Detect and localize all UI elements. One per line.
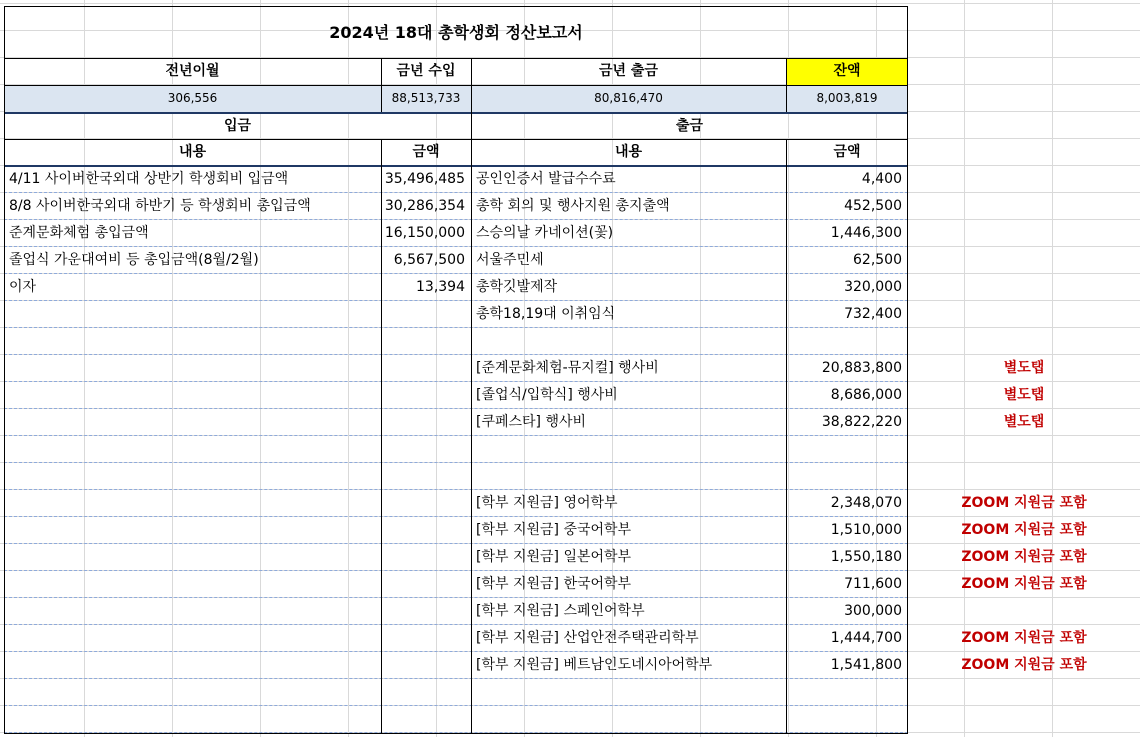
col-income-amount[interactable]: 금액 [412,144,440,160]
expense-amount-cell[interactable]: 1,444,700 [830,630,902,646]
expense-amount-cell[interactable]: 4,400 [861,171,902,187]
border-line [4,624,908,625]
border-line [786,139,787,733]
income-amount-cell[interactable]: 35,496,485 [384,171,465,187]
expense-amount-cell[interactable]: 1,446,300 [830,225,902,241]
border-line [4,597,908,598]
report-title[interactable]: 2024년 18대 총학생회 정산보고서 [4,6,908,58]
border-line [4,273,908,274]
expense-note-cell[interactable]: 별도탭 [1003,360,1045,376]
income-desc-cell[interactable]: 4/11 사이버한국외대 상반기 학생회비 입금액 [9,171,289,187]
expense-note-cell[interactable]: ZOOM 지원금 포함 [961,630,1087,646]
value-prev-carryover[interactable]: 306,556 [4,86,381,112]
border-line [4,354,908,355]
expense-note-cell[interactable]: ZOOM 지원금 포함 [961,495,1087,511]
income-desc-cell[interactable]: 준계문화체험 총입금액 [9,225,149,241]
expense-desc-cell[interactable]: [학부 지원금] 한국어학부 [476,576,632,592]
expense-amount-cell[interactable] [786,463,908,490]
income-amount-cell[interactable]: 16,150,000 [384,225,465,241]
expense-amount-cell[interactable]: 38,822,220 [821,414,902,430]
income-amount-cell[interactable]: 30,286,354 [384,198,465,214]
border-line [4,408,908,409]
expense-amount-cell[interactable]: 300,000 [844,603,902,619]
border-line [4,651,908,652]
value-balance[interactable]: 8,003,819 [786,86,908,112]
expense-amount-cell[interactable] [786,436,908,463]
expense-amount-cell[interactable]: 452,500 [844,198,902,214]
border-line [4,543,908,544]
border-line [4,112,908,114]
value-year-income[interactable]: 88,513,733 [381,86,471,112]
expense-desc-cell[interactable] [471,463,786,490]
border-line [471,58,472,733]
border-line [4,489,908,490]
border-line [4,165,908,167]
border-line [4,733,908,734]
expense-desc-cell[interactable]: [학부 지원금] 산업안전주택관리학부 [476,630,699,646]
expense-desc-cell[interactable]: [학부 지원금] 베트남인도네시아어학부 [476,657,713,673]
expense-amount-cell[interactable]: 711,600 [844,576,902,592]
income-amount-cell[interactable]: 6,567,500 [393,252,465,268]
expense-note-cell[interactable]: ZOOM 지원금 포함 [961,657,1087,673]
header-year-income[interactable]: 금년 수입 [396,63,456,79]
expense-amount-cell[interactable]: 1,510,000 [830,522,902,538]
border-line [907,6,908,733]
header-year-expense[interactable]: 금년 출금 [599,63,658,79]
col-income-desc[interactable]: 내용 [178,144,207,160]
expense-amount-cell[interactable]: 8,686,000 [830,387,902,403]
border-line [4,678,908,679]
income-desc-cell[interactable]: 8/8 사이버한국외대 하반기 등 학생회비 총입금액 [9,198,311,214]
border-line [4,246,908,247]
expense-note-cell[interactable]: 별도탭 [1003,414,1045,430]
border-line [4,570,908,571]
expense-desc-cell[interactable]: [학부 지원금] 중국어학부 [476,522,632,538]
border-line [4,462,908,463]
income-desc-cell[interactable]: 졸업식 가운대여비 등 총입금액(8월/2월) [9,252,259,268]
expense-desc-cell[interactable]: 스승의날 카네이션(꽃) [476,225,614,241]
income-amount-cell[interactable]: 13,394 [416,279,465,295]
expense-desc-cell[interactable]: 총학18,19대 이취임식 [476,306,616,322]
border-line [381,139,382,733]
expense-desc-cell[interactable]: 공인인증서 발급수수료 [476,171,616,187]
expense-desc-cell[interactable]: [학부 지원금] 일본어학부 [476,549,632,565]
expense-note-cell[interactable]: ZOOM 지원금 포함 [961,576,1087,592]
expense-amount-cell[interactable]: 62,500 [853,252,902,268]
expense-note-cell[interactable]: ZOOM 지원금 포함 [961,522,1087,538]
section-income[interactable]: 입금 [223,118,252,134]
border-line [4,139,908,140]
expense-amount-cell[interactable]: 20,883,800 [821,360,902,376]
expense-desc-cell[interactable]: [쿠페스타] 행사비 [476,414,587,430]
border-line [4,6,5,733]
value-year-expense[interactable]: 80,816,470 [471,86,786,112]
border-line [4,85,908,86]
expense-desc-cell[interactable]: 서울주민세 [476,252,544,268]
expense-desc-cell[interactable] [471,328,786,355]
expense-desc-cell[interactable]: 총학 회의 및 행사지원 총지출액 [476,198,670,214]
expense-amount-cell[interactable]: 1,550,180 [830,549,902,565]
expense-note-cell[interactable]: ZOOM 지원금 포함 [961,549,1087,565]
header-balance[interactable]: 잔액 [786,58,908,85]
income-desc-cell[interactable]: 이자 [9,279,37,295]
expense-amount-cell[interactable]: 1,541,800 [830,657,902,673]
expense-desc-cell[interactable] [471,436,786,463]
border-line [381,58,382,112]
border-line [4,381,908,382]
border-line [4,300,908,301]
header-prev-carryover[interactable]: 전년이월 [165,63,220,79]
expense-desc-cell[interactable]: [준계문화체험-뮤지컬] 행사비 [476,360,659,376]
border-line [4,219,908,220]
border-line [4,192,908,193]
border-line [4,516,908,517]
expense-amount-cell[interactable]: 732,400 [844,306,902,322]
border-line [4,435,908,436]
expense-amount-cell[interactable] [786,328,908,355]
section-expense[interactable]: 출금 [675,118,704,134]
border-line [4,705,908,706]
expense-amount-cell[interactable]: 2,348,070 [830,495,902,511]
expense-desc-cell[interactable]: [학부 지원금] 스페인어학부 [476,603,645,619]
expense-desc-cell[interactable]: 총학깃발제작 [476,279,558,295]
expense-desc-cell[interactable]: [학부 지원금] 영어학부 [476,495,618,511]
border-line [4,58,908,59]
expense-amount-cell[interactable]: 320,000 [844,279,902,295]
col-expense-amount[interactable]: 금액 [833,144,861,160]
expense-desc-cell[interactable]: [졸업식/입학식] 행사비 [476,387,618,403]
col-expense-desc[interactable]: 내용 [614,144,643,160]
border-line [4,327,908,328]
expense-note-cell[interactable]: 별도탭 [1003,387,1045,403]
border-line [786,58,787,112]
